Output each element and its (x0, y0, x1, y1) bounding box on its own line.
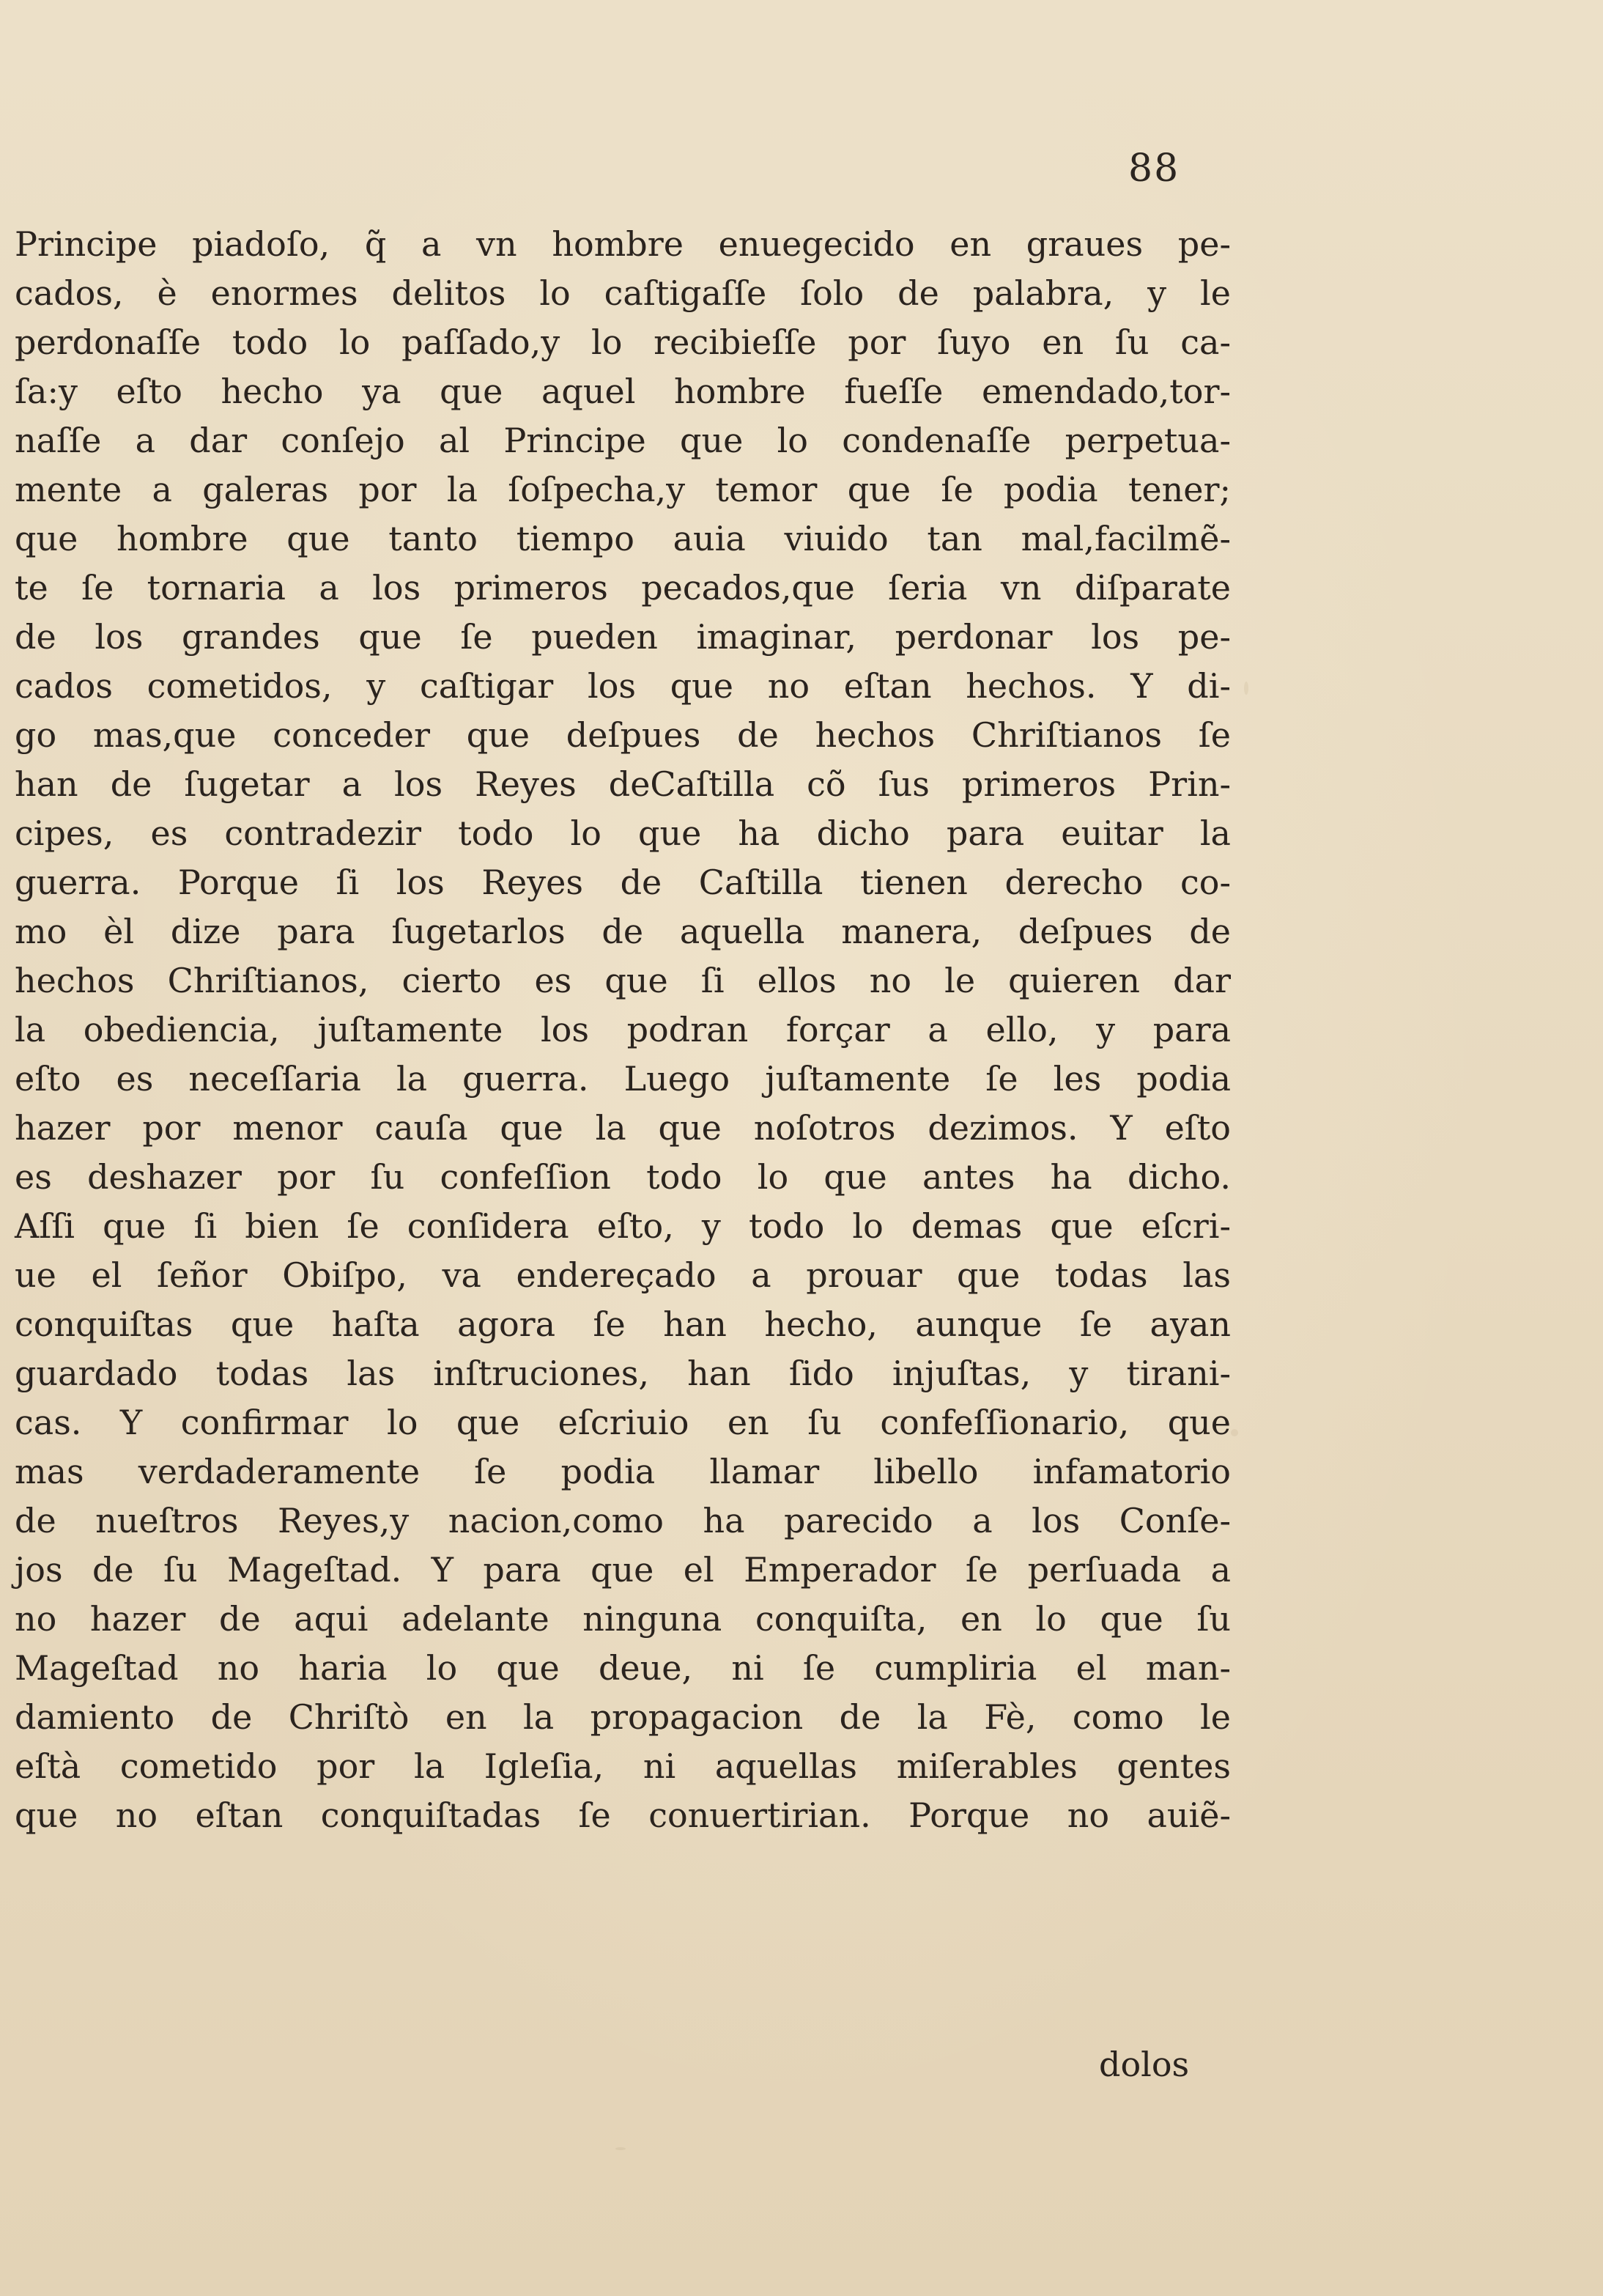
text-line: que no eſtan conquiſtadas ſe conuertirian. Porque no auiẽ- (15, 1795, 1231, 1835)
text-line: perdonaſſe todo lo paſſado,y lo recibieſſe por ſuyo en ſu ca- (15, 322, 1231, 362)
text-line: que hombre que tanto tiempo auia viuido tan mal,facilmẽ- (15, 519, 1231, 558)
text-line: cas. Y confirmar lo que eſcriuio en ſu confeſſionario, que (15, 1403, 1231, 1442)
text-line: Principe piadoſo, q̃ a vn hombre enuegecido en graues pe- (15, 224, 1231, 264)
text-line: eſto es neceſſaria la guerra. Luego juſtamente ſe les podia (15, 1059, 1231, 1099)
text-line: eſtà cometido por la Igleſia, ni aquellas miſerables gentes (15, 1746, 1231, 1786)
catchword: dolos (1099, 2045, 1190, 2084)
text-line: te ſe tornaria a los primeros pecados,que ſeria vn diſparate (15, 568, 1231, 608)
text-line: ue el ſeñor Obiſpo, va endereçado a prouar que todas las (15, 1255, 1231, 1295)
page-number: 88 (1128, 147, 1180, 191)
text-line: de los grandes que ſe pueden imaginar, perdonar los pe- (15, 617, 1231, 657)
text-line: mas verdaderamente ſe podia llamar libello infamatorio (15, 1452, 1231, 1491)
text-line: han de ſugetar a los Reyes deCaſtilla cõ ſus primeros Prin- (15, 764, 1231, 804)
text-line: la obediencia, juſtamente los podran forçar a ello, y para (15, 1010, 1231, 1049)
text-line: no hazer de aqui adelante ninguna conquiſta, en lo que ſu (15, 1599, 1231, 1639)
text-line: go mas,que conceder que deſpues de hechos Chriſtianos ſe (15, 715, 1231, 755)
text-line: es deshazer por ſu confeſſion todo lo que antes ha dicho. (15, 1157, 1231, 1197)
text-line: mente a galeras por la ſoſpecha,y temor que ſe podia tener; (15, 470, 1231, 509)
text-line: cados cometidos, y caſtigar los que no eſtan hechos. Y di- (15, 666, 1231, 706)
paper-stain (1231, 1429, 1238, 1436)
text-line: cados, è enormes delitos lo caſtigaſſe ſolo de palabra, y le (15, 273, 1231, 313)
text-line: mo èl dize para ſugetarlos de aquella manera, deſpues de (15, 912, 1231, 951)
body-text (15, 220, 1231, 1840)
text-line: cipes, es contradezir todo lo que ha dicho para euitar la (15, 813, 1231, 853)
text-line: ſa:y eſto hecho ya que aquel hombre fueſſe emendado,tor- (15, 372, 1231, 411)
text-line: guardado todas las inſtruciones, han ſido injuſtas, y tirani- (15, 1354, 1231, 1393)
text-line: damiento de Chriſtò en la propagacion de la Fè, como le (15, 1697, 1231, 1737)
text-line: guerra. Porque ſi los Reyes de Caſtilla tienen derecho co- (15, 863, 1231, 902)
text-line: naſſe a dar conſejo al Principe que lo condenaſſe perpetua- (15, 421, 1231, 460)
text-line: Aſſi que ſi bien ſe conſidera eſto, y todo lo demas que eſcri- (15, 1206, 1231, 1246)
paper-stain (1244, 682, 1248, 695)
text-line: jos de ſu Mageſtad. Y para que el Emperador ſe perſuada a (15, 1550, 1231, 1590)
text-line: de nueſtros Reyes,y nacion,como ha parecido a los Conſe- (15, 1501, 1231, 1540)
paper-stain (615, 2147, 626, 2150)
text-line: hazer por menor cauſa que la que noſotros dezimos. Y eſto (15, 1108, 1231, 1148)
text-line: Mageſtad no haria lo que deue, ni ſe cumpliria el man- (15, 1648, 1231, 1688)
text-line: conquiſtas que haſta agora ſe han hecho, aunque ſe ayan (15, 1304, 1231, 1344)
text-line: hechos Chriſtianos, cierto es que ſi ellos no le quieren dar (15, 961, 1231, 1000)
